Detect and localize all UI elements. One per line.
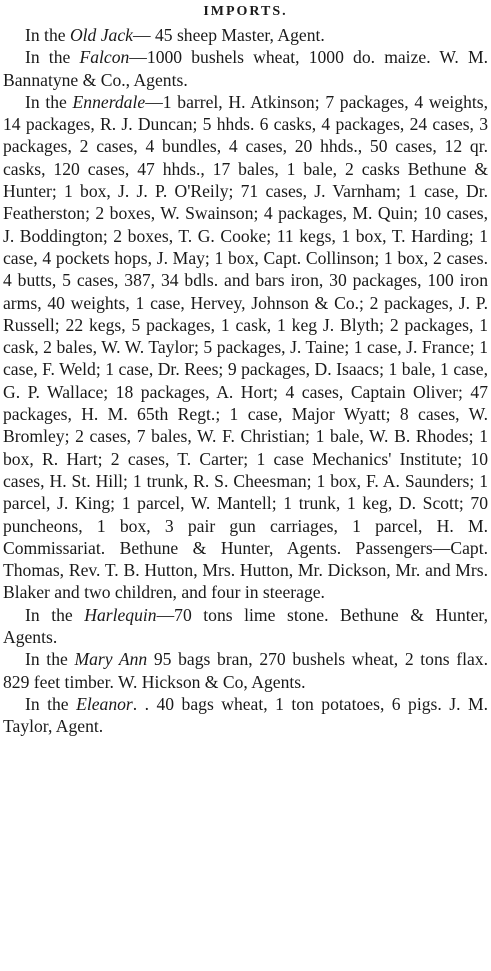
ship-name: Harlequin (84, 604, 157, 625)
entry-lead: In the (25, 604, 85, 625)
entry-body: —70 tons lime stone. Bethune & Hunter, Agents. (3, 604, 488, 648)
import-entry-eleanor (3, 693, 488, 738)
section-heading: IMPORTS. (203, 4, 288, 19)
entry-lead: In the (25, 693, 77, 714)
ship-name: Ennerdale (72, 91, 146, 112)
import-entry-old-jack (3, 24, 488, 46)
ship-name: Old Jack (69, 25, 133, 45)
entry-body: —1 barrel, H. Atkinson; 7 packages, 4 weights, 14 packages, R. J. Duncan; 5 hhds. 6 casks, 4 packages, 24 cases, 3 packages, 2 cases, 4 bundles, 4 cases, 20 hhds., 50 cases, 12 qr. casks, 120 cases, 47 hhds., 17 bales, 1 bale, 2 casks Bethune & Hunter; 1 box, J. J. P. O'Reily; 71 cases, J. Varnham; 1 case, Dr. Featherston; 2 boxes, W. Swainson; 4 packages, M. Quin; 10 cases, J. Boddington; 2 boxes, T. G. Cooke; 11 kegs, 1 box, T. Harding; 1 case, 4 pockets hops, J. May; 1 box, Capt. Collinson; 1 box, 2 cases. 4 butts, 5 cases, 387, 34 bdls. and bars iron, 30 packages, 100 iron arms, 40 weights, 1 case, Hervey, Johnson & Co.; 2 packages, J. P. Russell; 22 kegs, 5 packages, 1 cask, 1 keg J. Blyth; 2 packages, 1 cask, 2 bales, W. W. Taylor; 5 packages, J. Taine; 1 case, J. France; 1 case, F. Weld; 1 case, Dr. Rees; 9 packages, D. Isaacs; 1 bale, 1 case, G. P. Wallace; 18 packages, A. Hort; 4 cases, Captain Oliver; 47 packages, H. M. 65th Regt.; 1 case, Major Wyatt; 8 cases, W. Bromley; 2 cases, 7 bales, W. F. Christian; 1 bale, W. B. Rhodes; 1 box, R. Hart; 2 cases, T. Carter; 1 case Mechanics' Institute; 10 cases, H. St. Hill; 1 trunk, R. S. Cheesman; 1 box, F. A. Saunders; 1 parcel, J. King; 1 parcel, W. Mantell; 1 trunk, 1 keg, D. Scott; 70 puncheons, 1 box, 3 pair gun carriages, 1 parcel, H. M. Commissariat. Bethune & Hunter, Agents. Passengers—Capt. Thomas, Rev. T. B. Hutton, Mrs. Hutton, Mr. Dickson, Mr. and Mrs. Blaker and two children, and four in steerage. (3, 91, 488, 603)
entry-lead: In the (25, 47, 80, 68)
entry-body: —1000 bushels wheat, 1000 do. maize. W. M. Bannatyne & Co., Agents. (3, 47, 488, 90)
import-entry-ennerdale (3, 91, 488, 604)
entry-body: 95 bags bran, 270 bushels wheat, 2 tons flax. 829 feet timber. W. Hickson & Co, Agents. (3, 649, 489, 692)
entry-body: — 45 sheep Master, Agent. (132, 25, 325, 45)
ship-name: Mary Ann (74, 649, 148, 670)
ship-name: Falcon (79, 47, 130, 68)
ship-name: Eleanor (76, 693, 133, 714)
entry-lead: In the (25, 91, 73, 112)
entry-body: . . 40 bags wheat, 1 ton potatoes, 6 pigs. J. M. Taylor, Agent. (3, 693, 488, 737)
entry-lead: In the (25, 25, 70, 45)
import-entry-harlequin (3, 604, 488, 649)
import-entry-mary-ann (3, 648, 488, 693)
entry-lead: In the (25, 649, 75, 670)
import-entry-falcon (3, 46, 488, 91)
